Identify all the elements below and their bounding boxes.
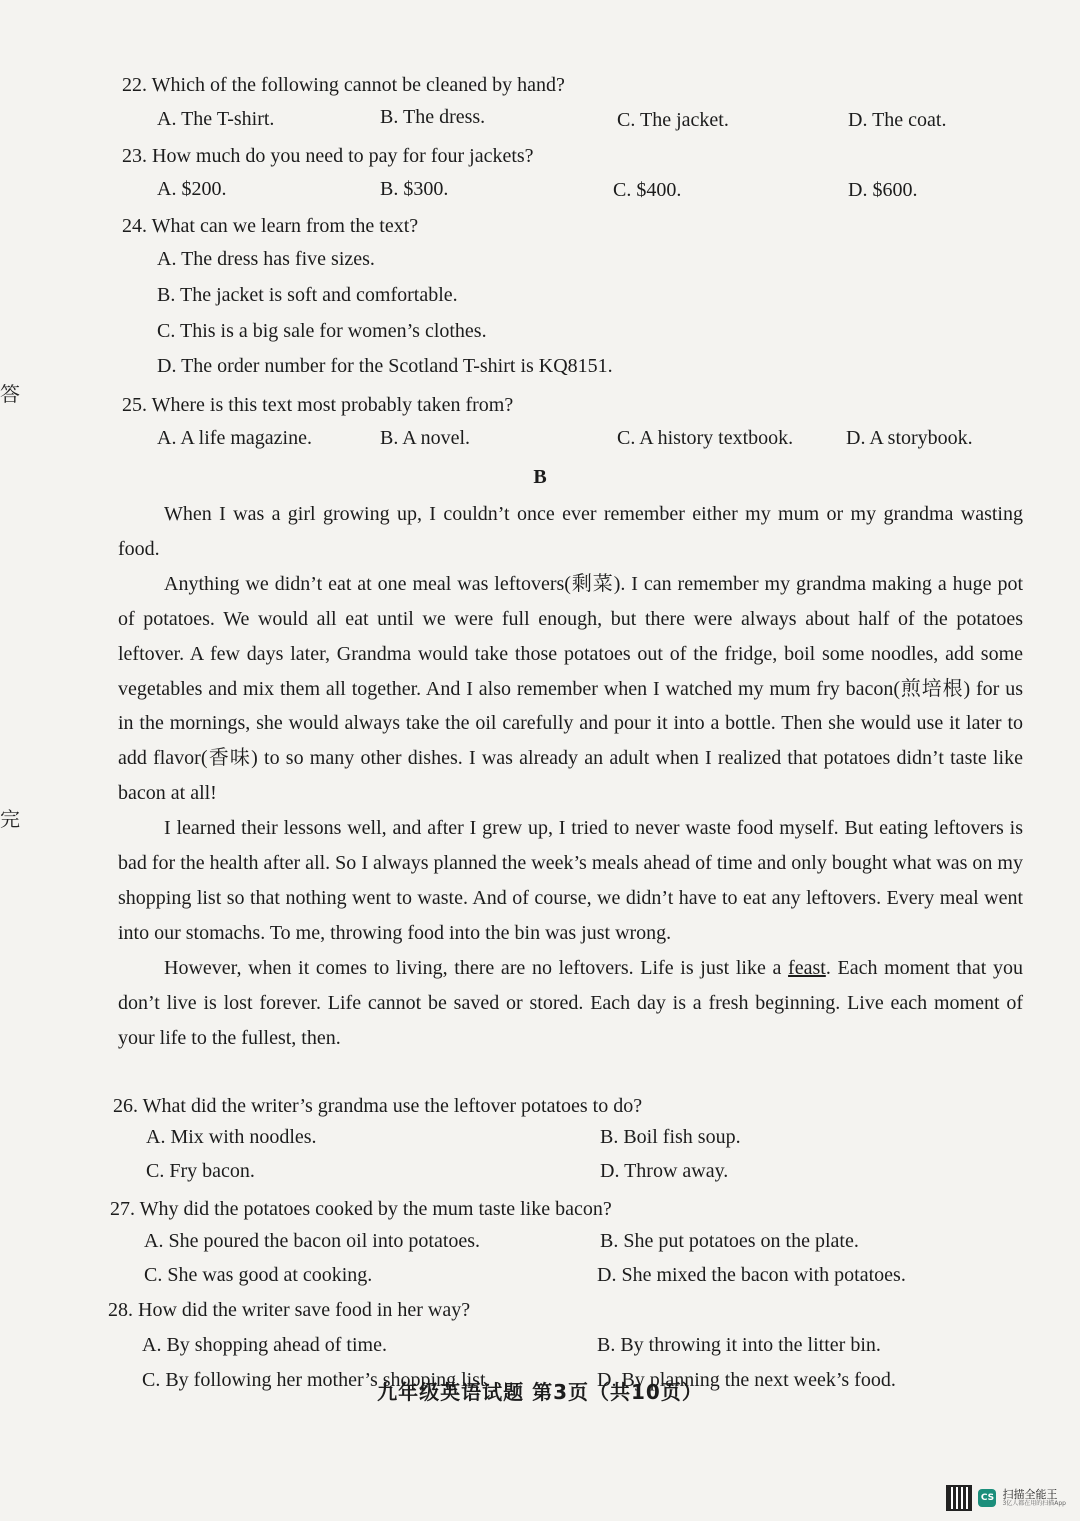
option-27a: A. She poured the bacon oil into potatoes.	[144, 1230, 481, 1252]
camscanner-logo: CS	[978, 1489, 996, 1507]
option-23b: B. $300.	[380, 178, 449, 200]
question-26: 26. What did the writer’s grandma use the leftover potatoes to do?	[113, 1095, 643, 1117]
passage-paragraph-2: Anything we didn’t eat at one meal was leftovers(剩菜). I can remember my grandma making a huge pot of potatoes. We would all eat until we were full enough, but there were always about half of the potatoes leftover. A few days later, Grandma would take those potatoes out of the fridge, boil some noodles, add some vegetables and mix them all together. And I also remember when I watched my mum fry bacon(煎培根) for us in the mornings, she would always take the oil carefully and pour it into a bottle. Then she would use it later to add flavor(香味) to so many other dishes. I was already an adult when I realized that potatoes didn’t taste like bacon at all!	[118, 572, 1023, 805]
scanner-watermark	[946, 1485, 1066, 1511]
passage-p4-after: . Each moment that you don’t live is lost forever. Life cannot be saved or stored. Each day is a fresh beginning. Live each moment of your life to the fullest, then.	[118, 956, 1023, 1049]
passage-p4-before: However, when it comes to living, there are no leftovers. Life is just like a	[164, 956, 789, 979]
option-27c: C. She was good at cooking.	[144, 1264, 373, 1286]
qr-code-icon	[946, 1485, 972, 1511]
question-27: 27. Why did the potatoes cooked by the mum taste like bacon?	[110, 1198, 612, 1220]
question-25: 25. Where is this text most probably taken from?	[122, 394, 514, 416]
option-28b: B. By throwing it into the litter bin.	[597, 1334, 881, 1356]
passage-paragraph-3: I learned their lessons well, and after I grew up, I tried to never waste food myself. But eating leftovers is bad for the health after all. So I always planned the week’s meals ahead of time and only bought what was on my shopping list so that nothing went to waste. And of course, we didn’t have to eat any leftovers. Every meal went into our stomachs. To me, throwing food into the bin was just wrong.	[118, 817, 1023, 944]
question-24: 24. What can we learn from the text?	[122, 215, 419, 237]
option-25b: B. A novel.	[380, 427, 471, 449]
passage-b	[118, 497, 1023, 1056]
underlined-word-feast: feast	[788, 956, 826, 979]
option-26d: D. Throw away.	[600, 1160, 729, 1182]
option-23d: D. $600.	[848, 179, 918, 201]
option-28d: D. By planning the next week’s food.	[597, 1369, 896, 1391]
page-footer: 九年级英语试题 第3页（共10页）	[377, 1380, 703, 1404]
margin-char-bottom: 完	[0, 807, 20, 831]
option-22b: B. The dress.	[380, 106, 486, 128]
option-23c: C. $400.	[613, 179, 682, 201]
option-24c: C. This is a big sale for women’s clothes.	[157, 320, 487, 342]
watermark-title: 扫描全能王	[1002, 1487, 1058, 1501]
section-b-heading: B	[533, 466, 547, 488]
option-23a: A. $200.	[157, 178, 227, 200]
passage-paragraph-4	[118, 951, 1023, 1056]
watermark-subtitle: 3亿人都在用的扫描App	[1002, 1499, 1066, 1507]
option-25a: A. A life magazine.	[157, 427, 312, 449]
option-27d: D. She mixed the bacon with potatoes.	[597, 1264, 906, 1286]
option-25c: C. A history textbook.	[617, 427, 794, 449]
watermark-text	[1002, 1489, 1066, 1508]
option-27b: B. She put potatoes on the plate.	[600, 1230, 859, 1252]
option-26c: C. Fry bacon.	[146, 1160, 255, 1182]
option-26b: B. Boil fish soup.	[600, 1126, 741, 1148]
option-26a: A. Mix with noodles.	[146, 1126, 317, 1148]
option-28a: A. By shopping ahead of time.	[142, 1334, 387, 1356]
option-24d: D. The order number for the Scotland T-shirt is KQ8151.	[157, 355, 613, 377]
question-23: 23. How much do you need to pay for four jackets?	[122, 145, 534, 167]
option-22c: C. The jacket.	[617, 109, 729, 131]
option-22a: A. The T-shirt.	[157, 108, 275, 130]
option-25d: D. A storybook.	[846, 427, 973, 449]
question-28: 28. How did the writer save food in her way?	[108, 1299, 471, 1321]
margin-char-top: 答	[0, 382, 20, 406]
option-22d: D. The coat.	[848, 109, 947, 131]
option-24b: B. The jacket is soft and comfortable.	[157, 284, 458, 306]
option-28c: C. By following her mother’s shopping list.	[142, 1369, 491, 1391]
option-24a: A. The dress has five sizes.	[157, 248, 375, 270]
question-22: 22. Which of the following cannot be cleaned by hand?	[122, 74, 565, 96]
passage-paragraph-1: When I was a girl growing up, I couldn’t once ever remember either my mum or my grandma wasting food.	[118, 503, 1023, 560]
